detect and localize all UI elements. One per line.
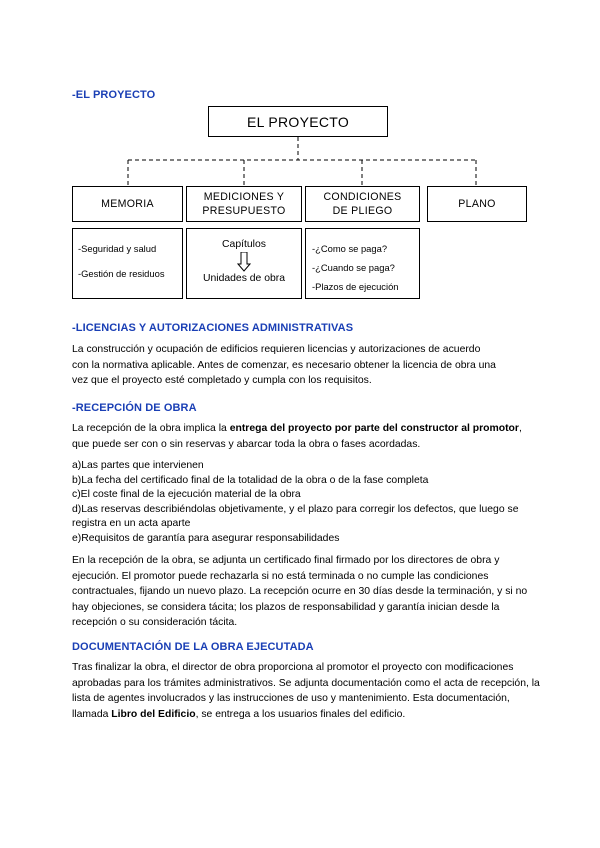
memoria-item: -Seguridad y salud: [78, 243, 157, 254]
section-heading-proyecto: -EL PROYECTO: [72, 89, 156, 101]
list-item: c)El coste final de la ejecución material de la obra: [72, 489, 301, 501]
condiciones-detail-box: [305, 228, 420, 299]
recepcion-paragraph: En la recepción de la obra, se adjunta un certificado final firmado por los directores de obra y ejecución. El promotor puede rechazarla si no está terminada o no cumple las condiciones contractuales, fijando un nuevo plazo. La recepción ocurre en 30 días desde la terminación, y si no hay objeciones, se considera tácita; los plazos de responsabilidad y garantía inician desde la recepción o su consideración tácita.: [72, 555, 528, 628]
documentacion-text: , se entrega a los usuarios finales del edificio.: [195, 708, 406, 720]
diagram-node-label-line1: CONDICIONES: [323, 191, 402, 203]
list-item: a)Las partes que intervienen: [72, 460, 204, 471]
mediciones-top: Capítulos: [222, 239, 266, 250]
licencias-line: con la normativa aplicable. Antes de comenzar, es necesario obtener la licencia de obra una: [72, 359, 496, 371]
list-item: b)La fecha del certificado final de la totalidad de la obra o de la fase completa: [72, 474, 429, 486]
recepcion-intro-text: , que puede ser con o sin reservas y abarcar toda la obra o fases acordadas.: [72, 423, 522, 450]
down-arrow-icon: [237, 252, 251, 272]
diagram-node-label-line1: MEDICIONES Y: [203, 191, 285, 203]
documentacion-paragraph: [72, 660, 542, 722]
diagram-node-label: MEMORIA: [101, 198, 154, 210]
list-item: e)Requisitos de garantía para asegurar responsabilidades: [72, 532, 340, 544]
licencias-paragraph: [72, 342, 542, 389]
diagram-root-box: [208, 106, 388, 137]
documentacion-text: Tras finalizar la obra, el director de obra proporciona al promotor el proyecto con modificaciones aprobadas para los trámites administrativos. Se adjunta documentación como el acta de recepción, la lista de agentes involucrados y las instrucciones de uso y mantenimiento. Esta documentación, llamada: [72, 662, 540, 720]
section-heading-licencias: -LICENCIAS Y AUTORIZACIONES ADMINISTRATIVAS: [72, 322, 354, 334]
libro-del-edificio: Libro del Edificio: [111, 708, 196, 720]
memoria-detail-box: [72, 228, 183, 299]
licencias-line: vez que el proyecto esté completado y cumpla con los requisitos.: [72, 375, 372, 386]
condiciones-item: -Plazos de ejecución: [312, 281, 399, 292]
diagram-node-label: PLANO: [458, 198, 496, 210]
list-item: d)Las reservas describiéndolas objetivamente, y el plazo para corregir los defectos, que luego se registra en un acta aparte: [72, 503, 519, 530]
diagram-node-condiciones: [305, 186, 420, 222]
condiciones-item: -¿Como se paga?: [312, 243, 388, 254]
mediciones-detail-box: [186, 228, 302, 299]
recepcion-intro-bold: entrega del proyecto por parte del constructor al promotor: [229, 423, 519, 434]
diagram-node-plano: [427, 186, 527, 222]
diagram-node-label-line2: PRESUPUESTO: [202, 205, 286, 217]
diagram-node-label-line2: DE PLIEGO: [332, 205, 393, 217]
licencias-line: La construcción y ocupación de edificios requieren licencias y autorizaciones de acuerdo: [72, 344, 481, 355]
mediciones-bottom: Unidades de obra: [202, 273, 286, 284]
diagram-node-mediciones: [186, 186, 302, 222]
recepcion-intro-text: La recepción de la obra implica la: [72, 423, 230, 434]
section-heading-documentacion: DOCUMENTACIÓN DE LA OBRA EJECUTADA: [72, 641, 314, 653]
section-heading-recepcion: -RECEPCIÓN DE OBRA: [72, 402, 197, 414]
condiciones-item: -¿Cuando se paga?: [312, 262, 395, 273]
memoria-item: -Gestión de residuos: [78, 268, 165, 279]
recepcion-intro: [72, 421, 542, 452]
diagram-node-memoria: [72, 186, 183, 222]
diagram-root-label: EL PROYECTO: [246, 113, 350, 130]
recepcion-list: [72, 459, 542, 547]
